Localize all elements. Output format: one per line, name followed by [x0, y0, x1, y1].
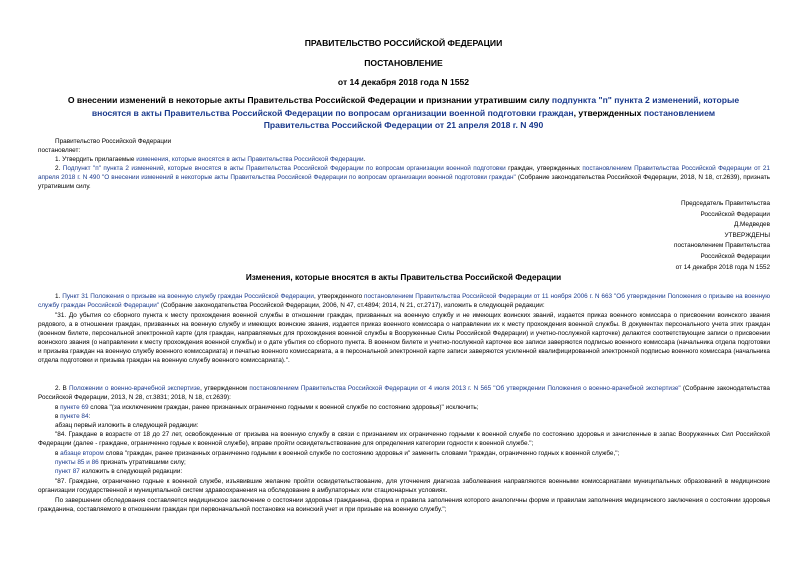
- item-1-end: .: [363, 156, 366, 163]
- signature-block: [620, 199, 770, 273]
- intro-line-1: Правительство Российской Федерации: [55, 138, 172, 145]
- change-2-e-quote: "87. Граждане, ограниченно годные к военной службе, изъявившие желание пройти освидетельствование, для уточнения диагноза заболевания направляются военными комиссариатами муниципальных образований в медицинские организации государственной и муниципальной систем здравоохранения на обследование в амбулаторных или стационарных условиях.: [38, 478, 770, 495]
- change-2-a-text: слова "(за исключением граждан, ранее признанных ограниченно годными к военной службе по состоянию здоровья)" исключить;: [88, 404, 479, 411]
- doc-date: от 14 декабря 2018 года N 1552: [337, 77, 470, 87]
- approval-line-2: постановлением Правительства: [674, 242, 770, 250]
- change-2-end: (Собрание законодательства Российской Федерации, 2013, N 28, ст.3831; 2018, N 18, ст.2639):: [38, 385, 770, 402]
- government-header: ПРАВИТЕЛЬСТВО РОССИЙСКОЙ ФЕДЕРАЦИИ: [304, 38, 503, 48]
- change-2-b-second: [55, 449, 619, 458]
- item-2: 2. Подпункт "п" пункта 2 изменений, которые вносятся в акты Правительства Российской Федерации по вопросам организации военной подготовки граждан, утвержденных постановлением Правительства Российской Федерации от 21 апреля 2018 г. N 490 "О внесении изменений в некоторые акты Правительства Российской Федерации по вопросам организации военной подготовки граждан" (Собрание законодательства Российской Федерации, 2018, N 18, ст.2639), признать утратившим силу.: [38, 165, 770, 191]
- change-1-num: 1.: [55, 293, 63, 300]
- title-text-2: , утвержденных: [573, 107, 644, 118]
- approval-line-4: от 14 декабря 2018 года N 1552: [675, 263, 770, 271]
- change-2-b: [55, 412, 90, 421]
- change-2-link-resolution[interactable]: постановлением Правительства Российской Федерации от 4 июля 2013 г. N 565 "Об утверждении Положения о военно-врачебной экспертизе": [249, 385, 681, 392]
- approval-line-3: Российской Федерации: [700, 252, 770, 260]
- change-2-link-regulation[interactable]: Положении о военно-врачебной экспертизе: [68, 385, 201, 392]
- change-2-d: [55, 458, 186, 467]
- change-1-end: (Собрание законодательства Российской Федерации, 2006, N 47, ст.4894; 2014, N 21, ст.2717), изложить в следующей редакции:: [159, 302, 545, 310]
- doc-type: ПОСТАНОВЛЕНИЕ: [364, 58, 443, 68]
- document-title: [60, 94, 747, 132]
- change-2-b-second-pre: в: [55, 450, 61, 457]
- change-1-link-resolution[interactable]: постановлением Правительства Российской Федерации от 11 ноября 2006 г. N 663 "Об утверждении Положения о призыве на военную службу граждан Российской Федерации": [38, 293, 770, 310]
- item-1-link[interactable]: изменения, которые вносятся в акты Правительства Российской Федерации: [136, 156, 364, 163]
- change-2-e: [55, 467, 182, 476]
- change-1-link-point[interactable]: Пункт 31 Положения о призыве на военную службу граждан Российской Федерации: [62, 293, 314, 300]
- change-2-b-pre: в: [55, 413, 61, 420]
- change-2-b-line: абзац первый изложить в следующей редакции:: [55, 422, 199, 429]
- change-2-b-second-text: слова "граждан, ранее признанных ограниченно годными к военной службе по состоянию здоровья и" заменить словами "граждан, ограниченно годных к военной службе,";: [103, 450, 620, 457]
- item-1-text: 1. Утвердить прилагаемые: [55, 156, 137, 163]
- change-2-b-end: :: [88, 413, 91, 420]
- item-2-end: (Собрание законодательства Российской Федерации, 2018, N 18, ст.2639), признать утратившим силу.: [38, 174, 770, 191]
- change-2-text: , утвержденном: [200, 385, 250, 392]
- item-2-text: граждан, утвержденных: [505, 165, 583, 172]
- second-paragraph-link[interactable]: абзаце втором: [60, 450, 104, 457]
- point-87-link[interactable]: пункт 87: [55, 468, 80, 475]
- approval-line-1: УТВЕРЖДЕНЫ: [724, 231, 770, 239]
- item-2-link-subpoint[interactable]: Подпункт "п" пункта 2 изменений, которые вносятся в акты Правительства Российской Федерации по вопросам организации военной подготовки: [62, 165, 506, 172]
- title-text: О внесении изменений в некоторые акты Правительства Российской Федерации и признании утратившим силу: [67, 95, 552, 105]
- item-2-link-resolution[interactable]: постановлением Правительства Российской Федерации от 21 апреля 2018 г. N 490 "О внесении изменений в некоторые акты Правительства Российской Федерации по вопросам организации военной подготовки граждан": [38, 165, 770, 182]
- change-2-a-pre: в: [55, 404, 61, 411]
- signature-line-1: Председатель Правительства: [681, 200, 770, 207]
- change-1-text: , утвержденного: [313, 293, 365, 300]
- intro-line-2: постановляет:: [38, 147, 81, 154]
- change-2-a: [55, 403, 479, 412]
- change-2: [38, 384, 770, 402]
- change-2-num: 2. В: [55, 385, 69, 392]
- change-1-quote: "31. До убытия со сборного пункта к месту прохождения военной службы в отношении граждан, призванных на военную службу и не имеющих воинских званий, издается приказ военного комиссара о присвоении воинского звания рядового, а в отношении граждан, призванных на военную службу и имеющих воинские звания, издается приказ военного комиссара о направлении их к месту прохождения военной службы. В документах персонального учета этих граждан (военном билете, персональной электронной карте (для граждан, направляемых для прохождения военной службы в Вооруженные Силы Российской Федерации) и учетно-послужной карточке) делаются соответствующие записи о присвоении воинского звания (о направлении к месту прохождения военной службы) и о дате убытия со сборного пункта. В военном билете и учетно-послужной карточке все записи заверяются подписью военного комиссара (начальника отдела подготовки и призыва граждан на военную службу военного комиссариата) и печатью военного комиссариата, а в персональной электронной карте записи заверяются усиленной квалифицированной электронной подписью военного комиссара (начальника отдела подготовки и призыва граждан на военную службу военного комиссариата).".: [38, 312, 770, 365]
- title-link-resolution[interactable]: постановлением Правительства Российской Федерации от 21 апреля 2018 г. N 490: [263, 107, 716, 130]
- signature-line-3: Д.Медведев: [733, 221, 770, 229]
- title-link-subpoint[interactable]: подпункта "п" пункта 2 изменений, которые вносятся в акты Правительства Российской Федерации по вопросам организации военной подготовки граждан: [91, 95, 740, 118]
- change-2-d-text: признать утратившими силу;: [98, 459, 186, 466]
- changes-title: Изменения, которые вносятся в акты Правительства Российской Федерации: [245, 273, 562, 282]
- point-84-link[interactable]: пункте 84: [60, 413, 89, 420]
- change-2-f: По завершении обследования составляется медицинское заключение о состоянии здоровья гражданина, форма и правила заполнения которого аналогичны форме и правилам заполнения медицинского заключения о состоянии здоровья гражданина, составляемого в отношении граждан при первоначальной постановке на воинский учет и при призыве на военную службу.";: [38, 497, 770, 514]
- item-1: [55, 155, 365, 164]
- change-1: [38, 292, 770, 310]
- change-2-e-text: изложить в следующей редакции:: [79, 468, 183, 475]
- change-2-b-quote: "84. Граждане в возрасте от 18 до 27 лет, освобожденные от призыва на военную службу в связи с признанием их ограниченно годными к военной службе по состоянию здоровья и зачисленные в запас Вооруженных Сил Российской Федерации (далее - граждане, ограниченно годные к военной службе), вправе пройти освидетельствование для определения категории годности к военной службе.";: [38, 431, 770, 448]
- points-85-86-link[interactable]: пункты 85 и 86: [55, 459, 99, 466]
- point-69-link[interactable]: пункте 69: [60, 404, 89, 411]
- signature-line-2: Российской Федерации: [700, 210, 770, 218]
